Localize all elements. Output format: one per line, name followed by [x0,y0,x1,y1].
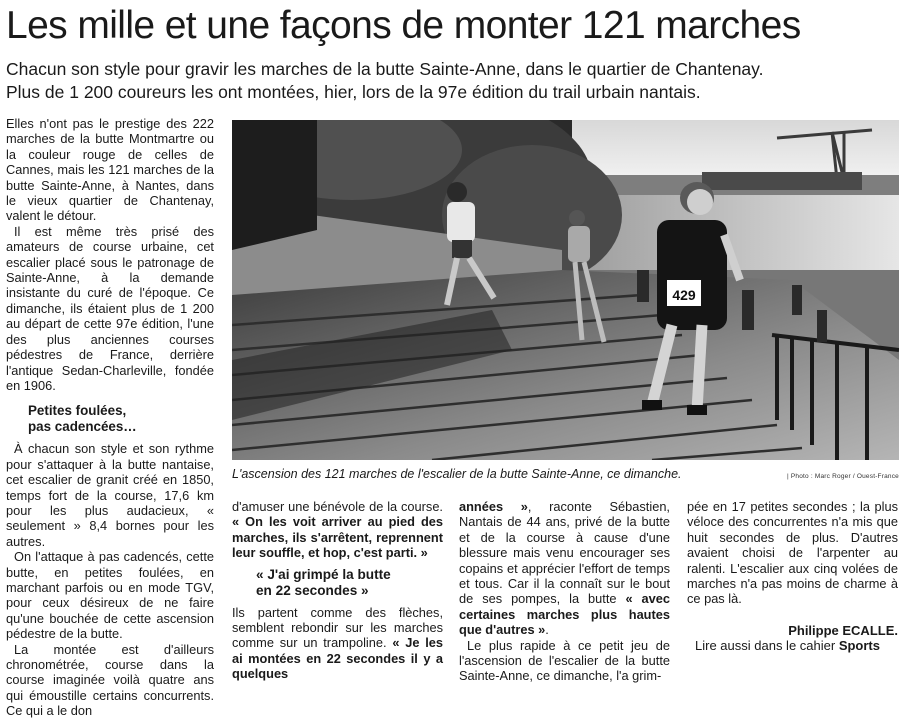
standfirst [6,58,901,104]
text-run: Ils partent comme des flèches, semblent rebondir sur les marches comme sur un trampoline. [232,604,443,651]
subheading-line: en 22 secondes » [256,582,369,598]
paragraph: On l'attaque à pas cadencés, cette butte, en petites foulées, en marchant parfois ou en mode TGV, pour ceux désireux de ne faire qu'une bouchée de cette ascension pédestre de la butte. [6,549,214,642]
bold-quote: « avec certaines marches plus hautes que d'autres » [459,591,671,638]
paragraph: À chacun son style et son rythme pour s'attaquer à la butte nantaise, cet escalier de granit créé en 1850, temps fort de la course, 17,6 km pour les plus audacieux, « seulement » 8,4 bornes pour les autres. [6,441,214,549]
article-column-4 [687,499,898,654]
caption-text: L'ascension des 121 marches de l'escalier de la butte Sainte-Anne, ce dimanche. [232,467,682,481]
author-signature: Philippe ECALLE. [788,622,898,638]
paragraph [459,499,670,638]
paragraph: Le plus rapide à ce petit jeu de l'ascension de l'escalier de la butte Sainte-Anne, ce dimanche, l'a grim- [459,637,670,684]
standfirst-line-1: Chacun son style pour gravir les marches de la butte Sainte-Anne, dans le quartier de Chantenay. [6,59,764,79]
paragraph: pée en 17 petites secondes ; la plus véloce des concurrentes n'a mis que huit secondes de plus. D'autres avaient choisi de l'arpenter au ralenti. L'escalier aux cinq volées de marches n'a pas moins de charme à ce pas là. [687,499,898,607]
photo-credit: | Photo : Marc Roger / Ouest-France [786,473,899,480]
subheading-line: pas cadencées… [28,419,137,435]
text-run: . [545,622,549,638]
bold-quote: « Je les ai montées en 22 secondes il y a quelques [232,635,443,682]
article-column-1 [6,116,214,719]
article-photo [232,120,899,460]
subheading [6,403,214,435]
standfirst-line-2: Plus de 1 200 coureurs les ont montées, hier, lors de la 97e édition du trail urbain nantais. [6,82,701,102]
runners-staircase-photo [232,120,899,460]
paragraph [232,499,443,561]
see-also-section[interactable]: Sports [838,638,880,654]
subheading [232,567,443,599]
text-run: d'amuser une bénévole de la course. [232,499,443,514]
photo-caption [232,466,899,486]
see-also-link[interactable] [687,638,898,653]
paragraph: Elles n'ont pas le prestige des 222 marches de la butte Montmartre ou la couleur rouge de celles de Cannes, mais les 121 marches de la butte Sainte-Anne, à Nantes, dans le vieux quartier de Chantenay, valent le détour. [6,116,214,224]
headline: Les mille et une façons de monter 121 marches [6,4,801,47]
paragraph [232,605,443,682]
article-column-3 [459,499,670,684]
bold-quote: années » [459,499,528,514]
see-also-text: Lire aussi dans le cahier [695,638,839,654]
bold-quote: « On les voit arriver au pied des marches, ils s'arrêtent, reprennent leur souffle, et hop, c'est parti. » [232,514,443,561]
article-column-2 [232,499,443,682]
paragraph: La montée est d'ailleurs chronométrée, course dans la course imaginée voilà quatre ans qui émoustille certains concurrents. Ce qui a le don [6,641,214,719]
text-run: , raconte Sébastien, Nantais de 44 ans, privé de la butte et de la course à cause d'une blessure mais venu encourager ses copains et apprécier l'effort de temps et tous. Car il la connaît sur le bout de ses pompes, la butte [459,499,670,607]
subheading-line: « J'ai grimpé la butte [256,566,391,582]
subheading-line: Petites foulées, [28,403,127,419]
bib-number: 429 [672,287,696,303]
paragraph: Il est même très prisé des amateurs de course urbaine, cet escalier placé sous le patronage de Sainte-Anne, à la demande insistante du curé de l'époque. Ce dimanche, ils étaient plus de 1 200 au départ de cette 97e édition, l'une des plus anciennes courses pédestres de France, derrière l'antique Sedan-Charleville, fondée en 1906. [6,223,214,393]
